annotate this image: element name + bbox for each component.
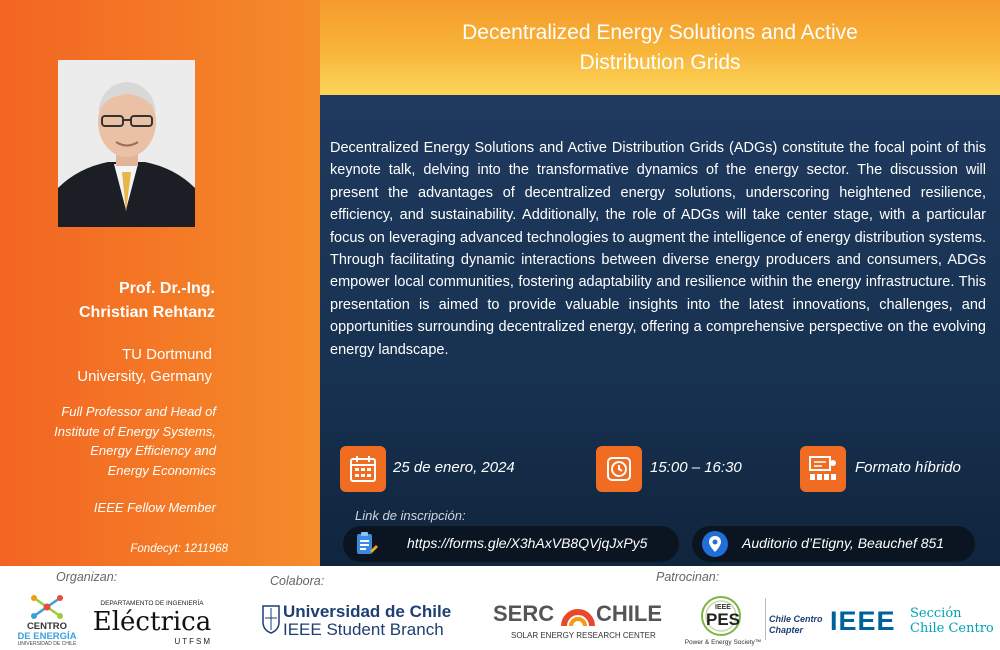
chapter-line1: Chile Centro: [769, 614, 823, 624]
seccion-line2: Chile Centro: [910, 621, 994, 636]
location-pin-icon: [702, 531, 728, 557]
affiliation-line: TU Dortmund: [121, 346, 212, 363]
organizers-label: Organizan:: [56, 570, 118, 584]
location-text: Auditorio d’Etigny, Beauchef 851: [742, 535, 945, 551]
speaker-role: [0, 402, 216, 480]
talk-title: [350, 18, 970, 78]
clock-icon: [596, 446, 642, 492]
centro-line1: CENTRO: [26, 621, 68, 632]
serc-chile-logo: [493, 596, 673, 646]
fondecyt-code: Fondecyt: 1211968: [130, 543, 228, 555]
role-line: Institute of Energy Systems,: [54, 423, 216, 439]
uchile-student-branch-logo: [262, 602, 462, 642]
centro-line2: DE ENERGÍA: [17, 631, 77, 642]
role-line: Energy Efficiency and: [90, 443, 216, 458]
affiliation-line: University, Germany: [77, 368, 212, 385]
speaker-title: Prof. Dr.-Ing.: [119, 280, 215, 297]
pes-main: PES: [705, 610, 741, 629]
uchile-line1: Universidad de Chile: [283, 602, 452, 621]
seccion-line1: Sección: [910, 606, 962, 621]
ieee-wordmark: IEEE: [830, 606, 896, 636]
role-line: Energy Economics: [107, 462, 216, 478]
depto-line3: UTFSM: [174, 637, 212, 646]
abstract-panel: [320, 95, 1000, 566]
serc-left: SERC: [493, 601, 555, 626]
uchile-line2: IEEE Student Branch: [283, 620, 444, 639]
serc-right: CHILE: [596, 601, 662, 626]
event-time: 15:00 – 16:30: [650, 459, 742, 476]
location: [692, 526, 975, 562]
pes-top: IEEE: [715, 604, 731, 611]
speaker-panel: [0, 0, 320, 566]
form-icon: [353, 531, 379, 557]
hybrid-format-icon: [800, 446, 846, 492]
centro-line3: UNIVERSIDAD DE CHILE: [17, 641, 77, 647]
event-date: 25 de enero, 2024: [393, 459, 515, 476]
registration-url[interactable]: https://forms.gle/X3hAxVB8QVjqJxPy5: [407, 535, 648, 551]
title-line: Decentralized Energy Solutions and Active: [462, 21, 858, 44]
pes-sub: Power & Energy Society™: [684, 639, 762, 646]
depto-electrica-logo: [88, 600, 216, 646]
depto-line1: DEPARTAMENTO DE INGENIERÍA: [100, 600, 204, 607]
title-banner: [320, 0, 1000, 95]
event-format: Formato híbrido: [855, 459, 961, 476]
calendar-icon: [340, 446, 386, 492]
chapter-line2: Chapter: [769, 625, 804, 635]
chapter-label: [769, 614, 823, 636]
speaker-fullname: Christian Rehtanz: [78, 304, 215, 321]
title-line: Distribution Grids: [579, 51, 741, 74]
speaker-name: [5, 277, 215, 325]
role-line: Full Professor and Head of: [61, 404, 216, 419]
talk-abstract: Decentralized Energy Solutions and Active Distribution Grids (ADGs) constitute the focal point of this keynote talk, delving into the transformative dynamics of the energy sector. The discussion will present the advantages of decentralized energy solutions, underscoring heightened resilience, efficiency, and sustainability. Additionally, the role of ADGs will take center stage, with a particular focus on leveraging advanced technologies to augment the intelligence of energy distribution systems. Through facilitating dynamic interactions between diverse energy producers and consumers, ADGs empower local communities, fostering adaptability and resilience within the energy infrastructure. This presentation is aimed to provide valuable insights into the latest innovations, challenges, and opportunities surrounding decentralized energy, offering a comprehensive perspective on the evolving energy landscape.: [330, 140, 986, 358]
fellow-status: IEEE Fellow Member: [93, 500, 216, 515]
centro-energia-logo: [8, 594, 86, 646]
ieee-seccion-logo: [830, 602, 998, 642]
speaker-photo: [58, 60, 195, 227]
talk-panel: [320, 0, 1000, 566]
ieee-pes-logo: [683, 592, 763, 648]
collaborator-label: Colabora:: [270, 574, 325, 588]
registration-link[interactable]: [343, 526, 679, 562]
serc-sub: SOLAR ENERGY RESEARCH CENTER: [511, 631, 656, 640]
speaker-affiliation: [2, 344, 212, 388]
sponsors-footer: [0, 566, 1000, 650]
sponsors-label: Patrocinan:: [656, 570, 720, 584]
logo-divider: [765, 598, 766, 640]
registration-label: Link de inscripción:: [355, 508, 466, 523]
depto-word: Eléctrica: [92, 607, 212, 637]
